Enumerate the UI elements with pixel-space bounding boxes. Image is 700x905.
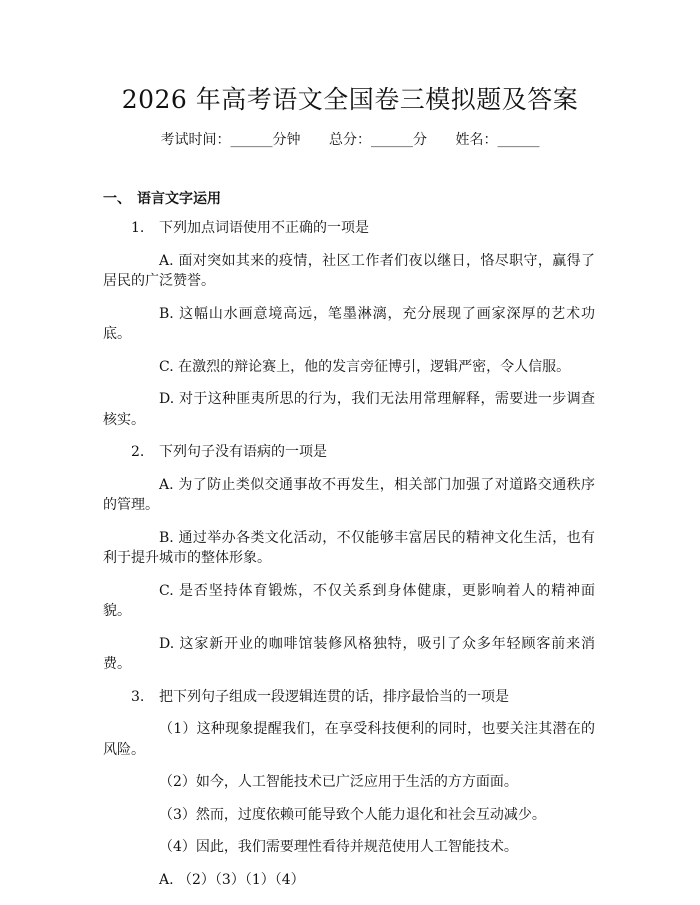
question-text: 下列加点词语使用不正确的一项是 bbox=[159, 220, 369, 236]
question-number: 1. bbox=[131, 220, 145, 236]
question-text: 下列句子没有语病的一项是 bbox=[159, 444, 327, 460]
question-number: 3. bbox=[131, 688, 145, 705]
option-text: D. 对于这种匪夷所思的行为，我们无法用常理解释，需要进一步调查核实。 bbox=[103, 391, 595, 428]
question-number: 2. bbox=[131, 444, 145, 460]
question-stem bbox=[103, 218, 595, 239]
option-text: A. （2）（3）（1）（4） bbox=[159, 871, 305, 888]
student-name-field: 姓名：______ bbox=[455, 132, 540, 148]
question-text: 把下列句子组成一段逻辑连贯的话，排序最恰当的一项是 bbox=[159, 688, 509, 705]
option-text: C. 在激烈的辩论赛上，他的发言旁征博引，逻辑严密，令人信服。 bbox=[159, 358, 571, 375]
sentence-item: （2）如今，人工智能技术已广泛应用于生活的方方面面。 bbox=[159, 774, 518, 790]
sentence-item: （1）这种现象提醒我们，在享受科技便利的同时，也要关注其潜在的风险。 bbox=[103, 721, 595, 758]
sentence-item: （3）然而，过度依赖可能导致个人能力退化和社会互动减少。 bbox=[159, 806, 546, 823]
total-score-field: 总分：______分 bbox=[329, 132, 427, 148]
option-text: B. 这幅山水画意境高远，笔墨淋漓，充分展现了画家深厚的艺术功底。 bbox=[103, 305, 595, 342]
sentence-item: （4）因此，我们需要理性看待并规范使用人工智能技术。 bbox=[159, 839, 518, 855]
option-text: A. 为了防止类似交通事故不再发生，相关部门加强了对道路交通秩序的管理。 bbox=[103, 476, 595, 513]
section-number: 一、 bbox=[103, 191, 131, 207]
question-stem bbox=[103, 687, 595, 708]
exam-meta bbox=[0, 130, 700, 150]
option-text: B. 通过举办各类文化活动，不仅能够丰富居民的精神文化生活，也有利于提升城市的整体形象。 bbox=[103, 529, 595, 566]
page-title: 2026 年高考语文全国卷三模拟题及答案 bbox=[121, 85, 579, 114]
option-text: D. 这家新开业的咖啡馆装修风格独特，吸引了众多年轻顾客前来消费。 bbox=[103, 635, 595, 672]
exam-time-field: 考试时间：______分钟 bbox=[160, 132, 301, 148]
section-heading bbox=[103, 189, 221, 209]
option-text: C. 是否坚持体育锻炼，不仅关系到身体健康，更影响着人的精神面貌。 bbox=[103, 582, 595, 619]
option-text: A. 面对突如其来的疫情，社区工作者们夜以继日，恪尽职守，赢得了居民的广泛赞誉。 bbox=[103, 252, 595, 289]
question-list bbox=[103, 218, 595, 902]
section-title: 语言文字运用 bbox=[137, 191, 221, 207]
question-stem bbox=[103, 442, 595, 463]
